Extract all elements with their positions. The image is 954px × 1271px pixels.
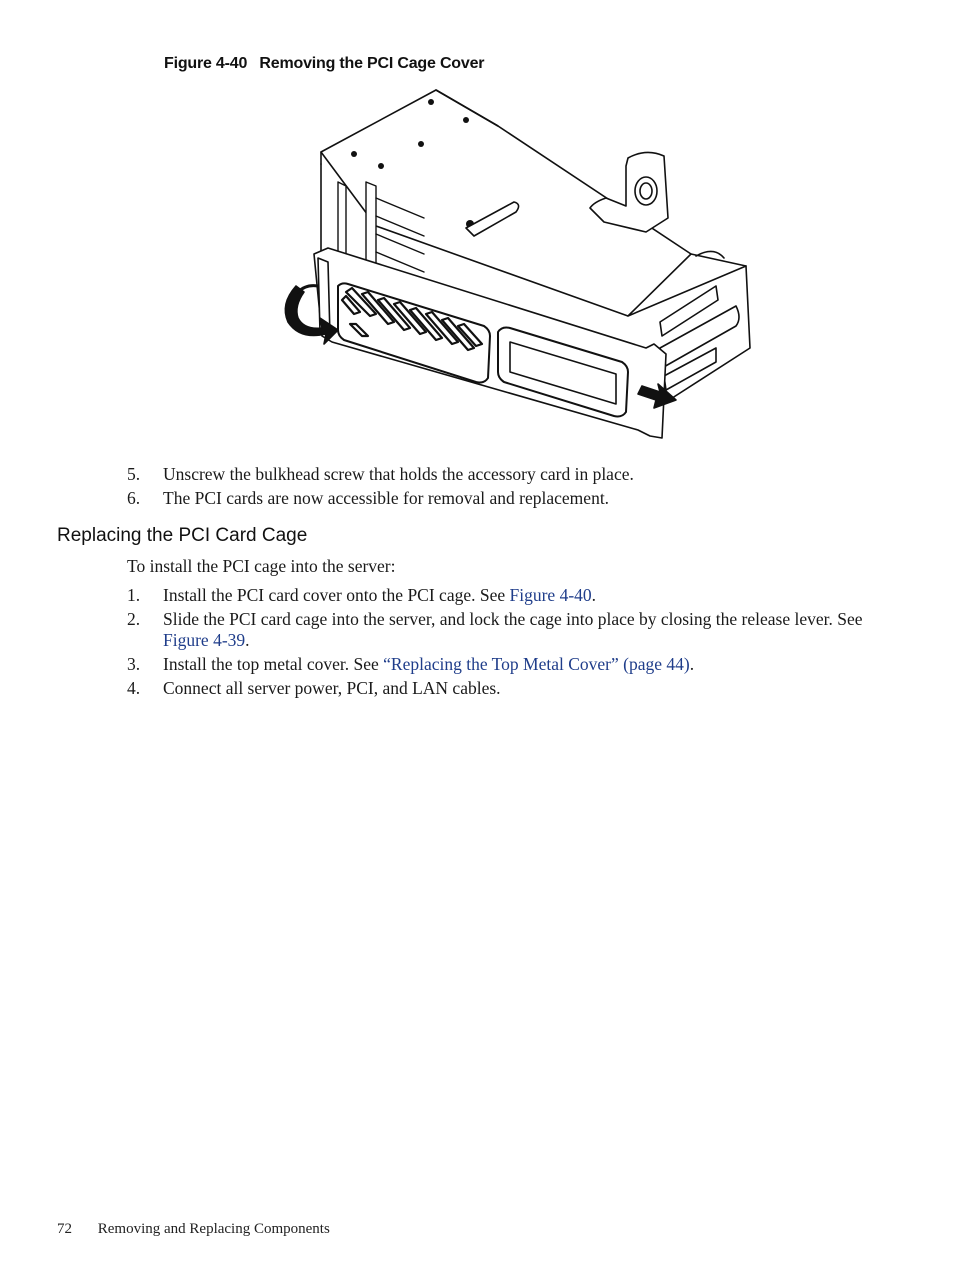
- page-link[interactable]: “Replacing the Top Metal Cover” (page 44): [383, 654, 690, 674]
- step-text: Slide the PCI card cage into the server, and lock the cage into place by closing the release lever. See Figure 4-39.: [163, 609, 863, 650]
- step-text: Install the PCI card cover onto the PCI cage. See Figure 4-40.: [163, 585, 597, 605]
- step-number: 5.: [127, 464, 141, 484]
- step-text: The PCI cards are now accessible for removal and replacement.: [163, 488, 610, 508]
- pci-cage-illustration: [276, 86, 756, 444]
- step-number: 4.: [127, 678, 141, 698]
- figure-caption: [164, 55, 484, 73]
- figure-number: Figure 4-40: [164, 55, 248, 72]
- step-text: Connect all server power, PCI, and LAN cables.: [163, 678, 501, 698]
- section-heading: Replacing the PCI Card Cage: [57, 525, 308, 546]
- figure-link[interactable]: Figure 4-39: [163, 630, 246, 650]
- step-text: Unscrew the bulkhead screw that holds the accessory card in place.: [163, 464, 634, 484]
- page-number: 72: [57, 1221, 72, 1237]
- step-number: 6.: [127, 488, 141, 508]
- chapter-title: Removing and Replacing Components: [97, 1221, 330, 1237]
- step-number: 2.: [127, 609, 141, 629]
- step-number: 1.: [127, 585, 141, 605]
- step-number: 3.: [127, 654, 141, 674]
- step-text: Install the top metal cover. See “Replacing the Top Metal Cover” (page 44).: [163, 654, 695, 674]
- section-intro: To install the PCI cage into the server:: [127, 556, 396, 576]
- page-footer: [57, 1221, 330, 1238]
- figure-link[interactable]: Figure 4-40: [509, 585, 592, 605]
- figure-title: Removing the PCI Cage Cover: [259, 55, 485, 72]
